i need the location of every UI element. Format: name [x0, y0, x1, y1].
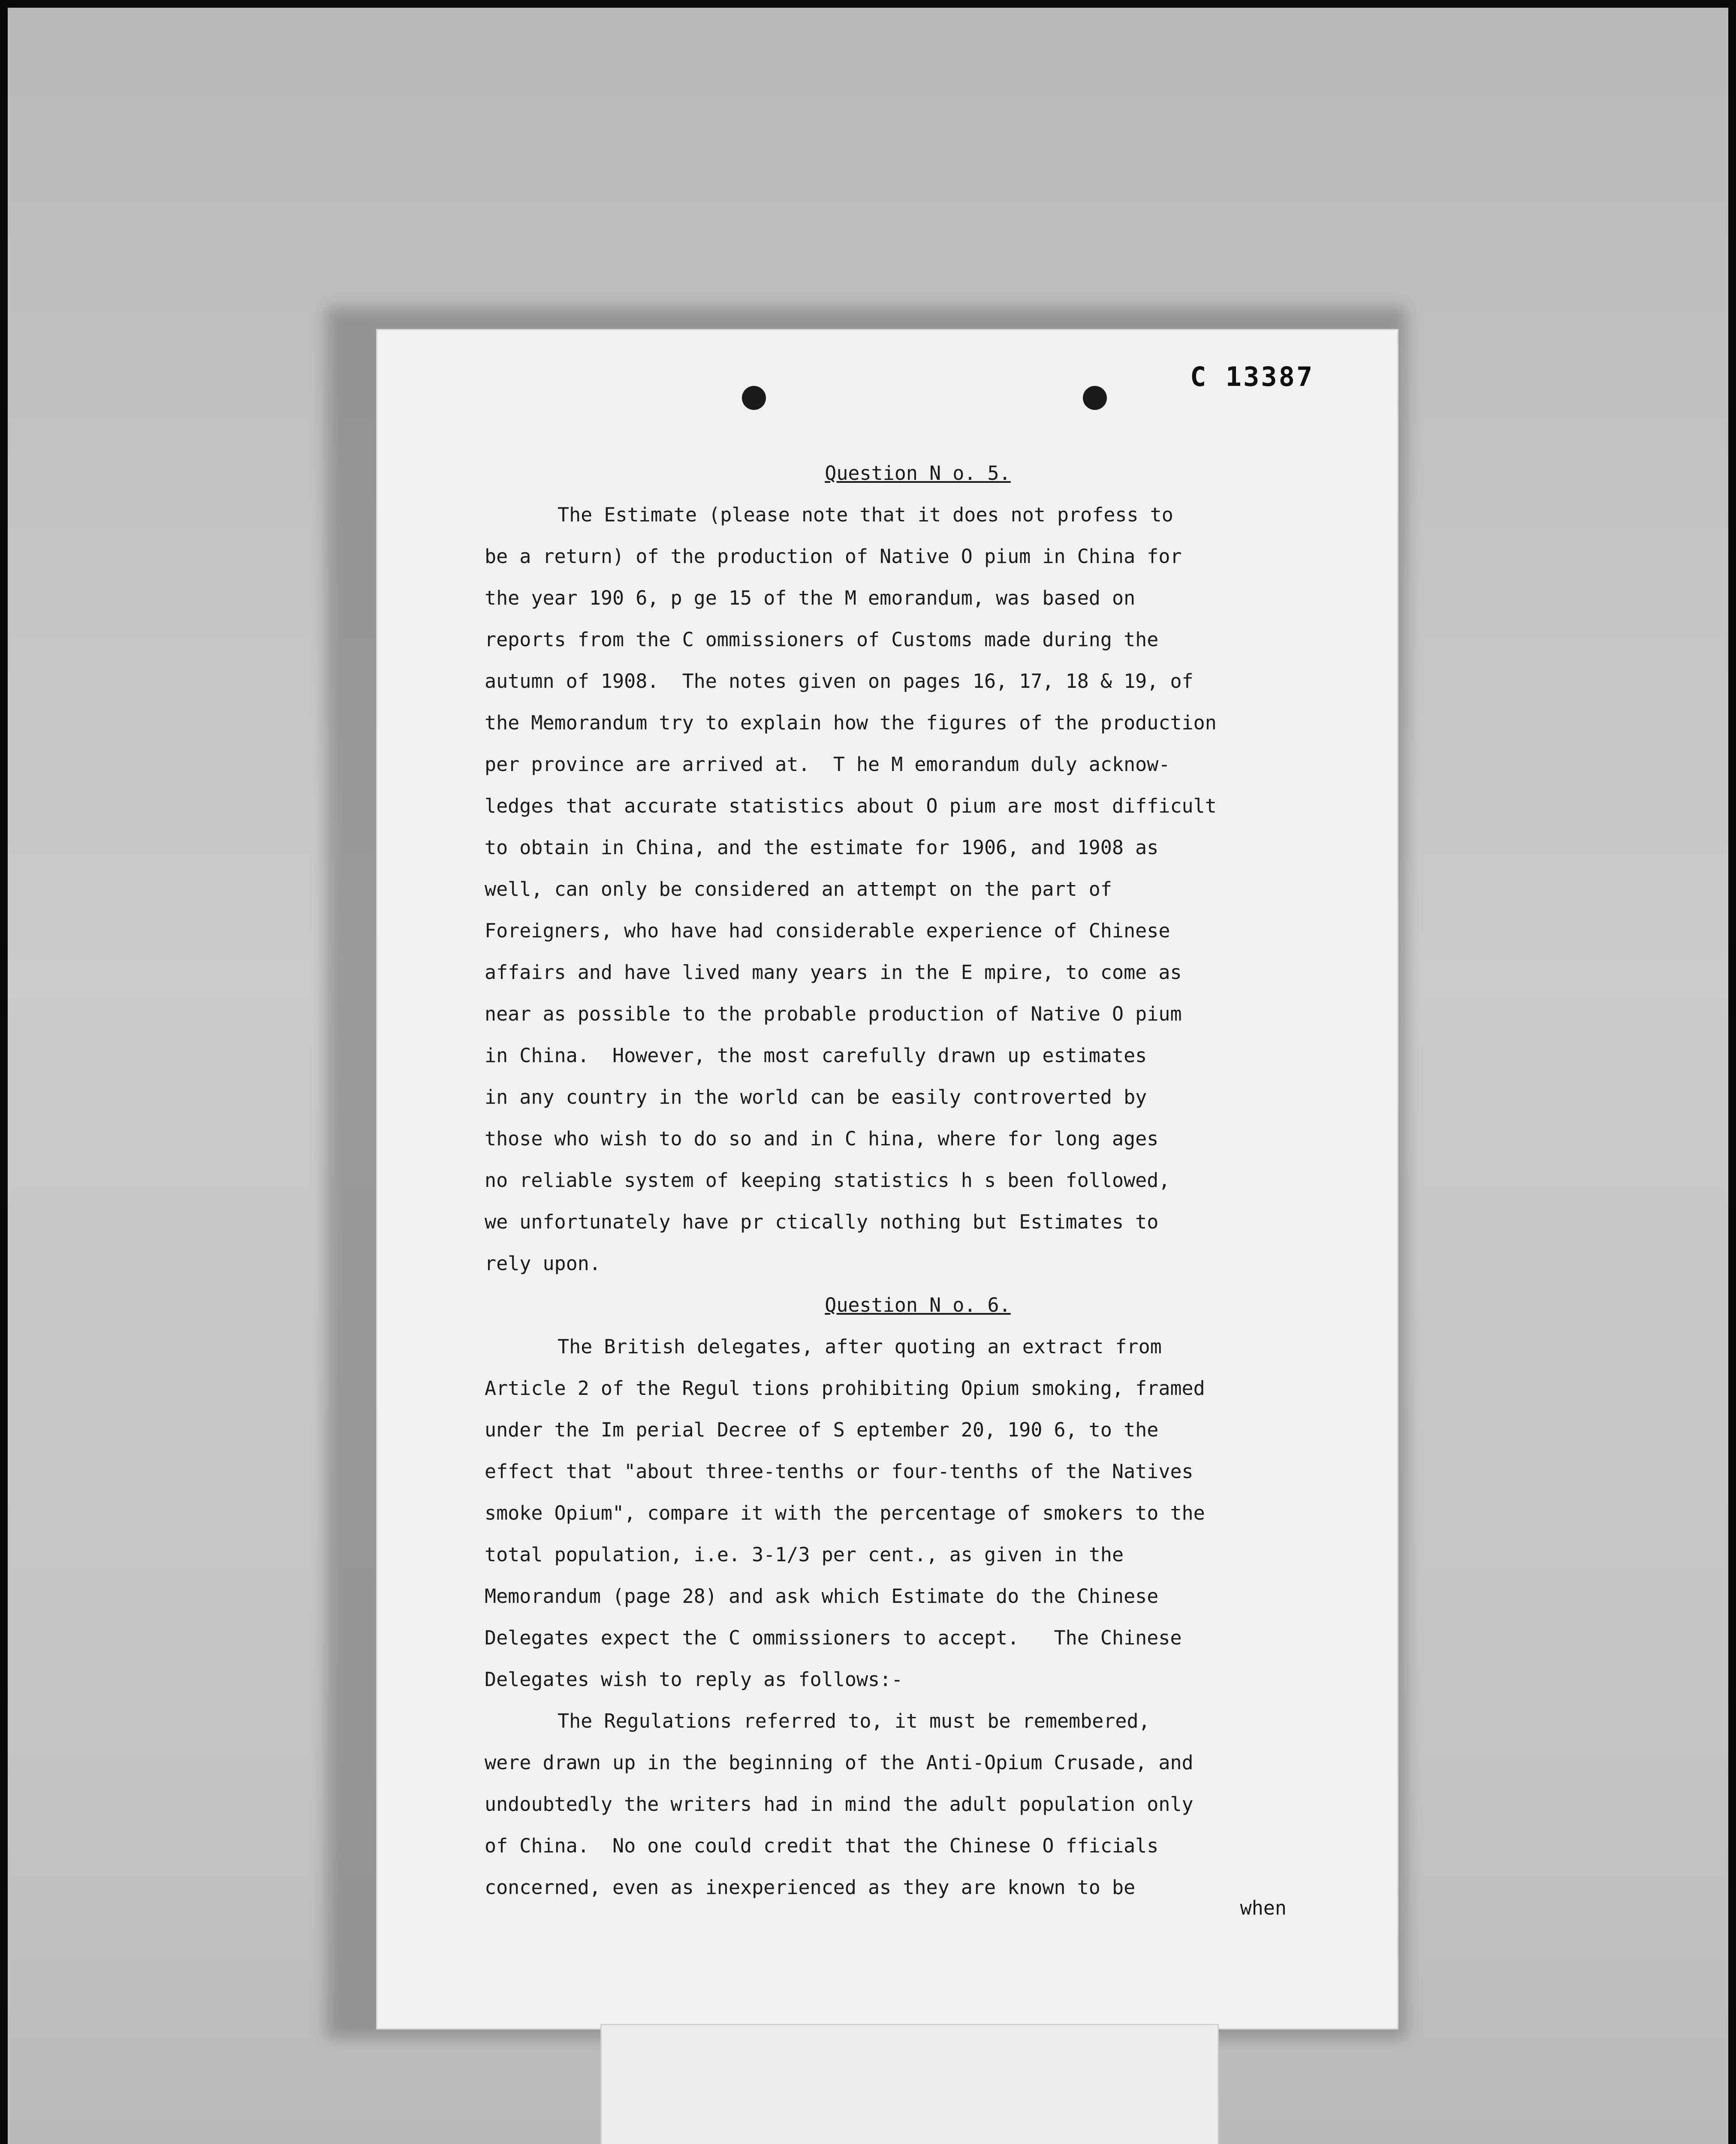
text-line: per province are arrived at. T he M emorandum duly acknow-: [485, 753, 1170, 776]
text-line: undoubtedly the writers had in mind the adult population only: [485, 1793, 1194, 1816]
text-line: in any country in the world can be easily controverted by: [485, 1086, 1147, 1108]
text-line: Article 2 of the Regul tions prohibiting Opium smoking, framed: [485, 1377, 1205, 1400]
text-line: ledges that accurate statistics about O pium are most difficult: [485, 795, 1217, 817]
text-line: well, can only be considered an attempt on the part of: [485, 878, 1112, 900]
text-line: of China. No one could credit that the Chinese O fficials: [485, 1834, 1159, 1857]
text-line: autumn of 1908. The notes given on pages 16, 17, 18 & 19, of: [485, 670, 1194, 693]
text-line: were drawn up in the beginning of the Anti-Opium Crusade, and: [485, 1751, 1194, 1774]
text-line: Foreigners, who have had considerable experience of Chinese: [485, 919, 1170, 942]
text-line: affairs and have lived many years in the E mpire, to come as: [485, 961, 1182, 984]
text-line: be a return) of the production of Native O pium in China for: [485, 545, 1182, 568]
text-line: concerned, even as inexperienced as they are known to be: [485, 1876, 1136, 1899]
text-line: Delegates expect the C ommissioners to accept. The Chinese: [485, 1626, 1182, 1649]
typed-page: [377, 330, 1397, 2028]
text-line: Delegates wish to reply as follows:-: [485, 1668, 903, 1691]
text-line: the year 190 6, p ge 15 of the M emorandum, was based on: [485, 587, 1136, 609]
document-body: [485, 452, 1351, 1917]
catchword: when: [1240, 1897, 1287, 1919]
text-line: the Memorandum try to explain how the figures of the production: [485, 711, 1217, 734]
text-line: The British delegates, after quoting an extract from: [558, 1335, 1162, 1358]
text-line: those who wish to do so and in C hina, where for long ages: [485, 1127, 1159, 1150]
text-line: under the Im perial Decree of S eptember 20, 190 6, to the: [485, 1418, 1159, 1441]
section-heading: Question N o. 5.: [825, 462, 1011, 485]
text-line: in China. However, the most carefully drawn up estimates: [485, 1044, 1147, 1067]
text-line: The Estimate (please note that it does not profess to: [558, 503, 1173, 526]
page-number-stamp: C 13387: [1190, 361, 1314, 392]
text-line: effect that "about three-tenths or four-tenths of the Natives: [485, 1460, 1194, 1483]
punch-hole-right: [1083, 386, 1107, 410]
text-line: The Regulations referred to, it must be remembered,: [558, 1710, 1150, 1732]
text-line: to obtain in China, and the estimate for 1906, and 1908 as: [485, 836, 1159, 859]
text-line: we unfortunately have pr ctically nothing but Estimates to: [485, 1211, 1159, 1233]
punch-hole-left: [742, 386, 766, 410]
text-line: rely upon.: [485, 1252, 601, 1275]
text-line: no reliable system of keeping statistics h s been followed,: [485, 1169, 1170, 1192]
text-line: smoke Opium", compare it with the percentage of smokers to the: [485, 1502, 1205, 1524]
text-line: reports from the C ommissioners of Customs made during the: [485, 628, 1159, 651]
text-line: total population, i.e. 3-1/3 per cent., as given in the: [485, 1543, 1124, 1566]
text-line: Memorandum (page 28) and ask which Estimate do the Chinese: [485, 1585, 1159, 1608]
section-heading: Question N o. 6.: [825, 1294, 1011, 1316]
archive-reference-tab: [600, 2024, 1219, 2144]
text-line: near as possible to the probable production of Native O pium: [485, 1003, 1182, 1025]
